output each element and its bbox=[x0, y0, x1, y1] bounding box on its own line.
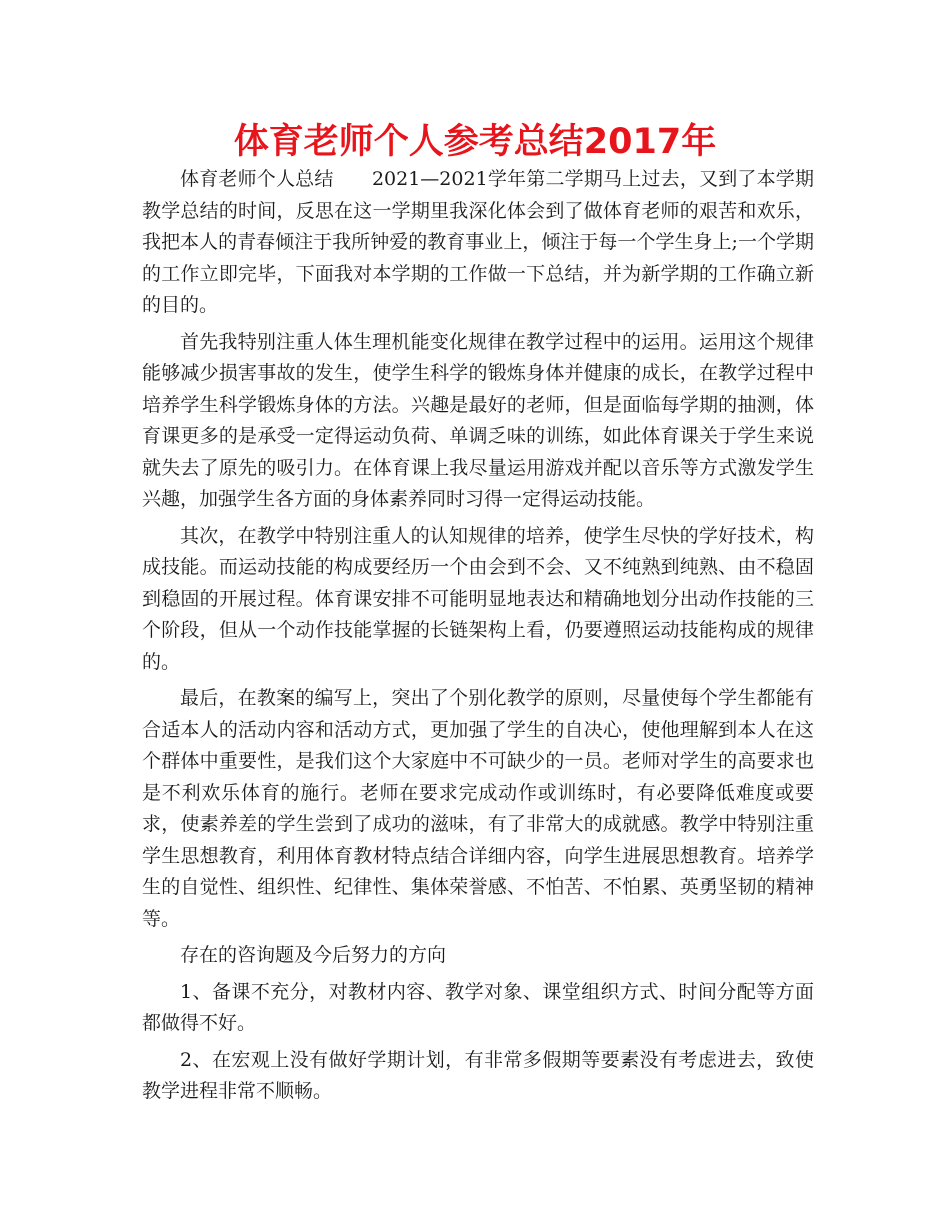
problem-item-1: 1、备课不充分，对教材内容、教学对象、课堂组织方式、时间分配等方面都做得不好。 bbox=[142, 980, 814, 1034]
paragraph-second-point: 其次，在教学中特别注重人的认知规律的培养，使学生尽快的学好技术，构成技能。而运动技能的构成要经历一个由会到不会、又不纯熟到纯熟、由不稳固到稳固的开展过程。体育课安排不可能明显地表达和精确地划分出动作技能的三个阶段，但从一个动作技能掌握的长链架构上看，仍要遵照运动技能构成的规律的。 bbox=[142, 524, 814, 673]
problem-item-2: 2、在宏观上没有做好学期计划，有非常多假期等要素没有考虑进去，致使教学进程非常不顺畅。 bbox=[142, 1048, 814, 1102]
paragraph-third-point: 最后，在教案的编写上，突出了个别化教学的原则，尽量使每个学生都能有合适本人的活动内容和活动方式，更加强了学生的自决心，使他理解到本人在这个群体中重要性，是我们这个大家庭中不可缺少的一员。老师对学生的高要求也是不利欢乐体育的施行。老师在要求完成动作或训练时，有必要降低难度或要求，使素养差的学生尝到了成功的滋味，有了非常大的成就感。教学中特别注重学生思想教育，利用体育教材特点结合详细内容，向学生进展思想教育。培养学生的自觉性、组织性、纪律性、集体荣誉感、不怕苦、不怕累、英勇坚韧的精神等。 bbox=[142, 687, 814, 930]
section-heading-problems: 存在的咨询题及今后努力的方向 bbox=[180, 944, 447, 966]
document-body bbox=[142, 164, 814, 1108]
document-title: 体育老师个人参考总结2017年 bbox=[233, 122, 717, 162]
paragraph-first-point: 首先我特别注重人体生理机能变化规律在教学过程中的运用。运用这个规律能够减少损害事故的发生，使学生科学的锻炼身体并健康的成长，在教学过程中培养学生科学锻炼身体的方法。兴趣是最好的老师，但是面临每学期的抽测，体育课更多的是承受一定得运动负荷、单调乏味的训练，如此体育课关于学生来说就失去了原先的吸引力。在体育课上我尽量运用游戏并配以音乐等方式激发学生兴趣，加强学生各方面的身体素养同时习得一定得运动技能。 bbox=[142, 330, 814, 510]
paragraph-intro: 体育老师个人总结 2021—2021学年第二学期马上过去，又到了本学期教学总结的时间，反思在这一学期里我深化体会到了做体育老师的艰苦和欢乐，我把本人的青春倾注于我所钟爱的教育事业上，倾注于每一个学生身上;一个学期的工作立即完毕，下面我对本学期的工作做一下总结，并为新学期的工作确立新的目的。 bbox=[142, 168, 814, 316]
